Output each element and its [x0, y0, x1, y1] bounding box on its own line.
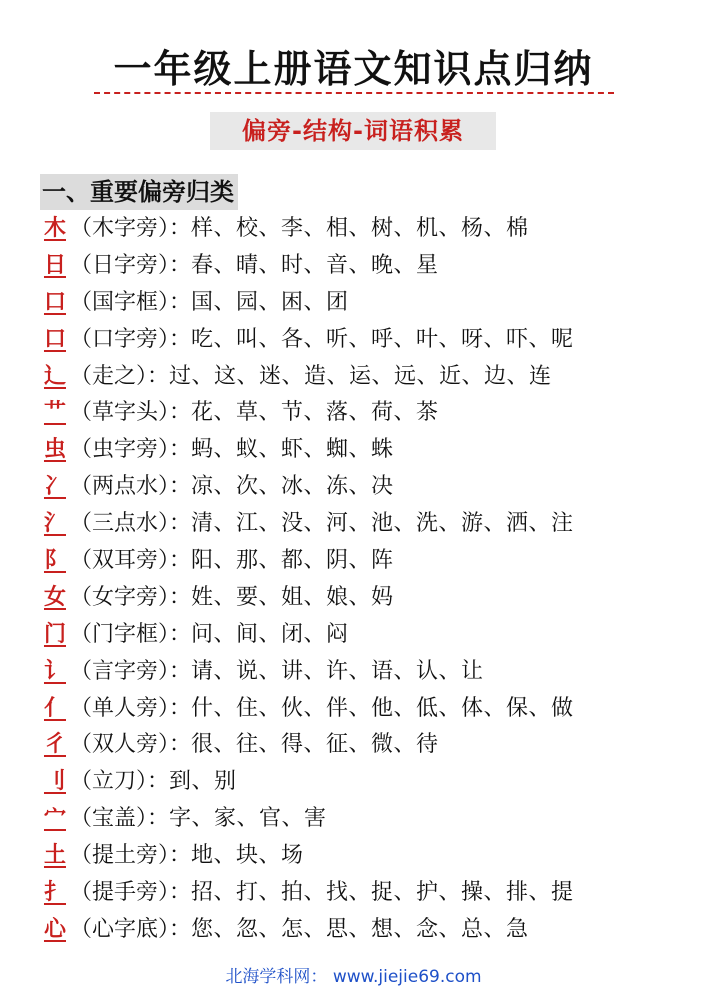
radical-char: 土	[43, 842, 66, 869]
radical-name: （国字框）：	[70, 289, 192, 315]
radical-row	[40, 911, 680, 948]
radical-name: （木字旁）：	[70, 216, 192, 241]
radical-char: 艹	[43, 399, 66, 426]
radical-row	[40, 874, 680, 911]
radical-list	[40, 210, 680, 948]
radical-name: （双耳旁）：	[70, 548, 192, 574]
radical-examples: 招、打、拍、找、捉、护、操、排、提	[191, 880, 574, 906]
section-heading: 一、重要偏旁归类	[40, 174, 238, 210]
radical-examples: 过、这、迷、造、运、远、近、边、连	[169, 363, 552, 389]
radical-char: 阝	[43, 547, 66, 574]
radical-char: 刂	[43, 768, 66, 795]
radical-char: 彳	[43, 731, 66, 758]
radical-char: 宀	[43, 805, 66, 832]
radical-row	[40, 653, 680, 690]
radical-name: （双人旁）：	[70, 732, 192, 758]
radical-row	[40, 247, 680, 284]
radical-row	[40, 468, 680, 505]
radical-examples: 阳、那、都、阴、阵	[191, 548, 394, 574]
radical-row	[40, 837, 680, 874]
radical-char: 女	[43, 583, 66, 610]
page-title: 一年级上册语文知识点归纳	[113, 47, 594, 91]
radical-row	[40, 542, 680, 579]
radical-name: （言字旁）：	[70, 658, 192, 684]
radical-char: 扌	[43, 879, 66, 906]
radical-name: （提手旁）：	[70, 880, 192, 906]
radical-char: 木	[43, 215, 66, 241]
radical-examples: 国、园、困、团	[191, 289, 349, 315]
radical-examples: 样、校、李、相、树、机、杨、棉	[191, 216, 529, 241]
radical-name: （口字旁）：	[70, 326, 192, 352]
radical-row	[40, 726, 680, 763]
radical-examples: 姓、要、姐、娘、妈	[191, 584, 394, 610]
radical-name: （心字底）：	[70, 916, 192, 942]
title-underline	[94, 92, 614, 94]
radical-examples: 问、间、闭、闷	[191, 621, 349, 647]
radical-name: （日字旁）：	[70, 252, 192, 278]
radical-char: 辶	[43, 362, 66, 389]
radical-examples: 很、往、得、征、微、待	[191, 732, 439, 758]
radical-row	[40, 616, 680, 653]
radical-char: 口	[43, 288, 66, 315]
radical-name: （提土旁）：	[70, 843, 192, 869]
radical-char: 亻	[43, 694, 66, 721]
radical-row	[40, 321, 680, 358]
radical-char: 日	[43, 251, 66, 278]
radical-row	[40, 579, 680, 616]
radical-name: （门字框）：	[70, 621, 192, 647]
radical-row	[40, 763, 680, 800]
radical-row	[40, 210, 680, 247]
radical-name: （两点水）：	[70, 474, 192, 500]
radical-name: （三点水）：	[70, 511, 192, 537]
radical-name: （宝盖）：	[70, 806, 170, 832]
radical-row	[40, 358, 680, 395]
radical-char: 氵	[43, 510, 66, 537]
radical-name: （虫字旁）：	[70, 437, 192, 463]
radical-row	[40, 800, 680, 837]
radical-examples: 吃、叫、各、听、呼、叶、呀、吓、呢	[191, 326, 574, 352]
radical-examples: 到、别	[169, 769, 237, 795]
radical-char: 口	[43, 325, 66, 352]
footer-source: 北海学科网： www.jiejie69.com	[225, 967, 482, 987]
radical-examples: 清、江、没、河、池、洗、游、洒、注	[191, 511, 574, 537]
radical-examples: 您、忽、怎、思、想、念、总、急	[191, 916, 529, 942]
radical-char: 虫	[43, 436, 66, 463]
radical-examples: 什、住、伙、伴、他、低、体、保、做	[191, 695, 574, 721]
radical-name: （草字头）：	[70, 400, 192, 426]
radical-char: 心	[43, 915, 66, 942]
radical-char: 门	[43, 620, 66, 647]
radical-row	[40, 431, 680, 468]
radical-char: 讠	[43, 657, 66, 684]
radical-examples: 蚂、蚁、虾、蜘、蛛	[191, 437, 394, 463]
radical-examples: 春、晴、时、音、晚、星	[191, 252, 439, 278]
radical-examples: 凉、次、冰、冻、决	[191, 474, 394, 500]
radical-examples: 请、说、讲、许、语、认、让	[191, 658, 484, 684]
radical-char: 冫	[43, 473, 66, 500]
radical-row	[40, 505, 680, 542]
radical-name: （立刀）：	[70, 769, 170, 795]
radical-row	[40, 284, 680, 321]
radical-name: （单人旁）：	[70, 695, 192, 721]
radical-examples: 地、块、场	[191, 843, 304, 869]
radical-examples: 花、草、节、落、荷、茶	[191, 400, 439, 426]
radical-examples: 字、家、官、害	[169, 806, 327, 832]
subtitle: 偏旁-结构-词语积累	[210, 112, 496, 150]
radical-row	[40, 690, 680, 727]
radical-name: （女字旁）：	[70, 584, 192, 610]
radical-row	[40, 394, 680, 431]
radical-name: （走之）：	[70, 363, 170, 389]
